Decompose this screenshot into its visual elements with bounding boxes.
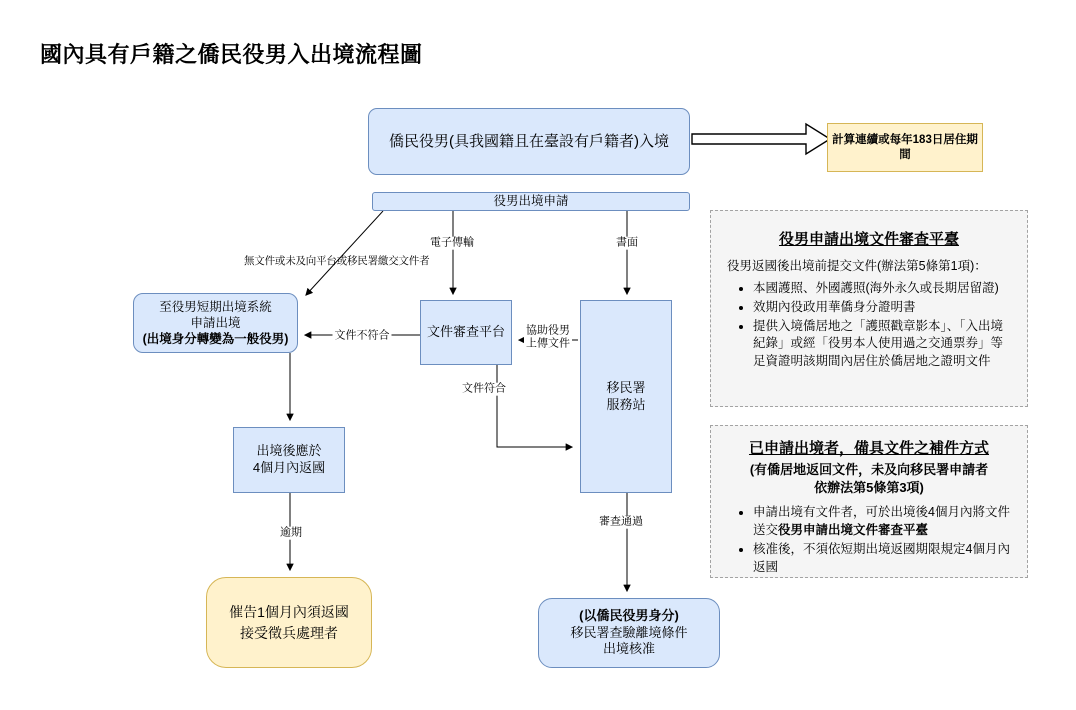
return-line2: 4個月內返國 [252,460,326,475]
return-line1: 出境後應於 [256,443,322,459]
block-arrow-icon [692,124,830,154]
edge-label-assist-line1: 協助役男 [526,324,570,337]
edge-no-doc [306,211,383,295]
edge-label-doc-pass: 文件符合 [462,382,506,395]
exit-approval-line3: 出境核准 [602,641,655,657]
node-entry-label: 僑民役男(具我國籍且在臺設有戶籍者)入境 [389,132,669,150]
edge-label-electronic: 電子傳輸 [430,236,474,249]
short-term-line3: (出境身分轉變為一般役男) [142,332,289,346]
immigration-line2: 服務站 [606,396,646,412]
panel-doc-review-platform-info [710,210,1028,407]
node-residence-calc-label: 計算連續或每年183日居住期間 [832,133,978,161]
panel1-bullet: • 效期內役政用華僑身分證明書 [753,299,1011,317]
node-doc-review-platform [420,300,512,365]
edge-label-paper: 書面 [616,236,638,249]
node-return-within-4-months [233,427,345,493]
panel2-bullet [753,504,1011,540]
node-exit-application-label: 役男出境申請 [493,194,569,209]
panel1-bullet: • 本國護照、外國護照(海外永久或長期居留證) [753,280,1011,298]
panel1-bullet-list [727,280,1011,371]
node-immigration-station [580,300,672,493]
panel1-bullet: • 提供入境僑居地之「護照戳章影本」、「入出境紀錄」或經「役男本人使用過之交通票券」等足資證明該期間內居住於僑居地之證明文件 [753,318,1011,371]
node-short-term-system [133,293,298,353]
edge-label-assist-line2: 上傳文件 [526,337,570,349]
node-entry [368,108,690,175]
panel2-bullet: • 核准後，不須依短期出境返國期限規定4個月內返國 [753,541,1011,577]
panel1-title: 役男申請出境文件審查平臺 [778,231,959,248]
panel-supplement-method-info [710,425,1028,578]
notice-line1: 催告1個月內須返國 [229,603,349,620]
short-term-line2: 申請出境 [190,316,241,330]
node-conscription-notice [206,577,372,668]
immigration-line1: 移民署 [606,379,646,395]
panel2-title: 已申請出境者，備具文件之補件方式 [748,440,989,457]
panel2-bullet-list [727,504,1011,576]
panel1-intro: 役男返國後出境前提交文件(辦法第5條第1項)： [727,259,987,274]
page-title: 國內具有戶籍之僑民役男入出境流程圖 [40,42,423,67]
doc-review-platform-label: 文件審查平台 [426,324,505,340]
panel2-subtitle-line1: (有僑居地返回文件，未及向移民署申請者 [749,462,989,478]
edge-doc-pass [497,365,572,447]
node-exit-application-bar [372,192,690,211]
node-residence-calc [827,123,983,172]
exit-approval-line1: (以僑民役男身分) [579,607,679,623]
edge-label-overdue: 逾期 [280,526,302,539]
node-exit-approval [538,598,720,668]
edge-label-no-doc: 無文件或未及向平台或移民署繳交文件者 [244,255,430,267]
panel2-bullet1-bold: 役男申請出境文件審查平臺 [778,523,929,538]
exit-approval-line2: 移民署查驗離境條件 [570,624,688,640]
panel2-subtitle-line2: 依辦法第5條第3項) [814,479,924,495]
edge-label-assist [524,324,572,349]
panel2-subtitle [727,461,1011,496]
panel2-bullet1-pre: 申請出境有文件者，可於出境後4個月內將文件送交 [753,505,1010,538]
edge-label-review-pass: 審查通過 [599,515,643,528]
edge-label-doc-fail: 文件不符合 [334,329,390,342]
notice-line2: 接受徵兵處理者 [240,624,338,641]
short-term-line1: 至役男短期出境系統 [159,300,272,314]
